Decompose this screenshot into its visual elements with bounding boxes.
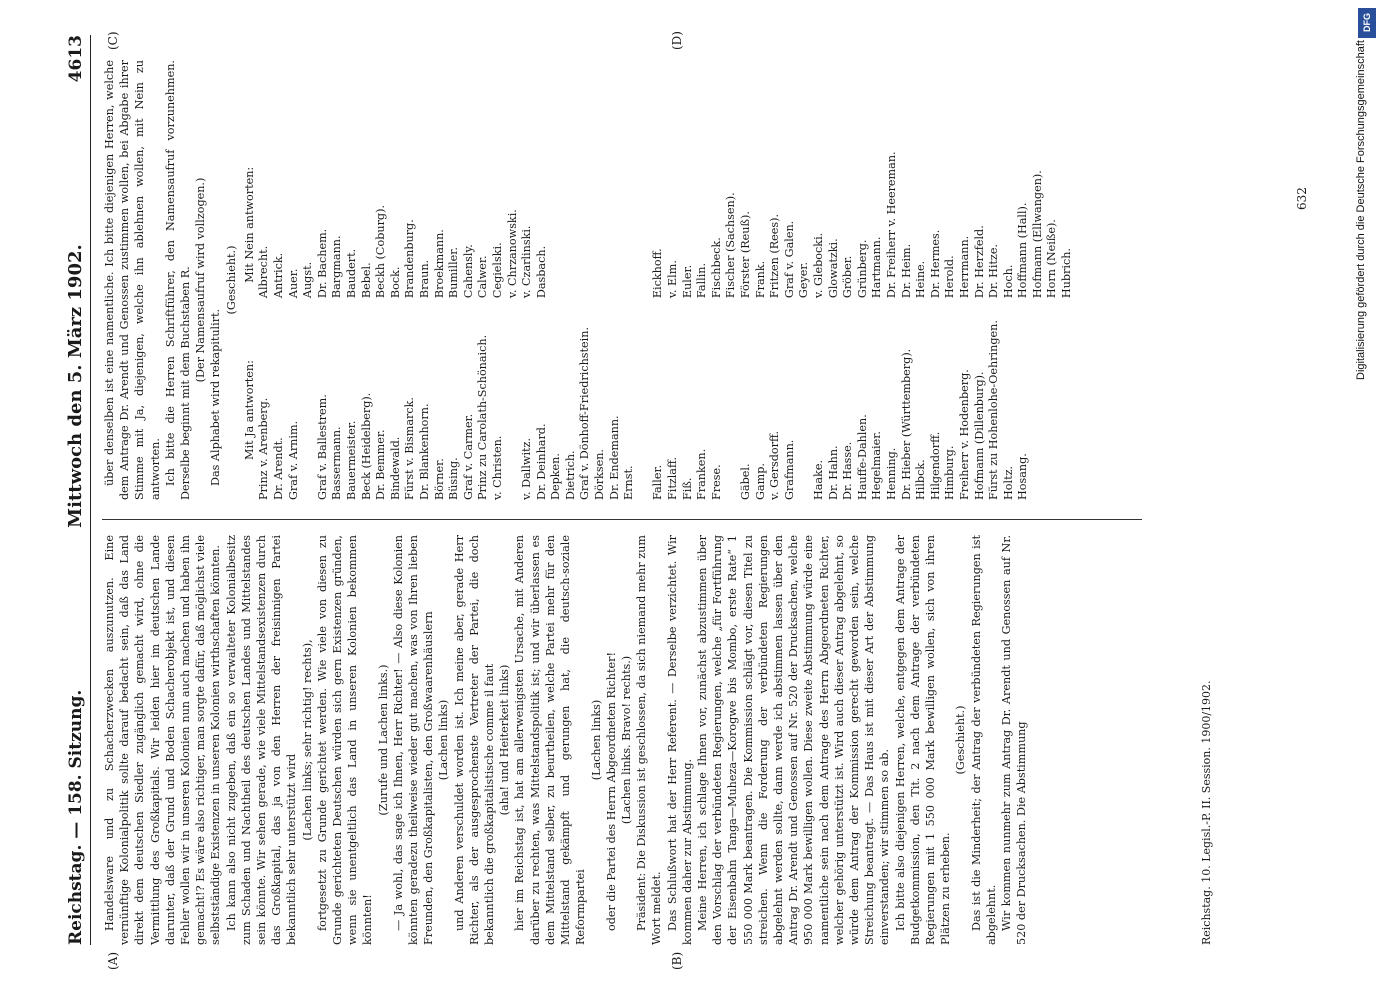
interjection: (Geschieht.) [954, 705, 968, 775]
voter-name: Beckh (Coburg). [374, 205, 388, 299]
voter-name: v. Dallwitz. [520, 438, 534, 500]
voter-name: v. Chrzanowski. [505, 209, 519, 299]
voter-name: Holtz. [1001, 465, 1015, 500]
margin-marker-b: (B) [670, 951, 684, 970]
voter-name: Bebel. [359, 262, 373, 299]
voter-name: Hegelmaier. [870, 431, 884, 500]
ja-heading: Mit Ja antworten: [242, 360, 256, 461]
paragraph: fortgesetzt zu Grunde gerichtet werden. Wie viele von diesen zu Grunde gerichteten Deutschen würden sich gern Existenzen gründen, wenn sie unentgeltlich das Land in unseren Kolonien bekommen könnten! [315, 535, 375, 945]
voter-name: Hofmann (Dillenburg). [972, 371, 986, 500]
voter-name: Gäbel. [739, 463, 753, 500]
voter-name: Bauermeister. [344, 420, 358, 500]
voter-name: Dr. Bachem. [315, 228, 329, 299]
margin-marker-a: (A) [106, 951, 120, 970]
paragraph: Das ist die Minderheit; der Antrag der verbündeten Regierungen ist abgelehnt. [969, 535, 998, 945]
voter-name: Auer. [286, 268, 300, 299]
voter-name: Fiß. [680, 477, 694, 500]
voter-name: Cahensly. [461, 244, 475, 299]
voter-name: Dr. Hitze. [987, 244, 1001, 299]
voter-name: v. Glebocki. [811, 232, 825, 299]
voter-name [622, 151, 637, 298]
voter-name: Graf v. Galen. [782, 220, 796, 299]
paragraph: Das Schlußwort hat der Herr Referent. — Derselbe verzichtet. Wir kommen daher zur Abstimmung. [665, 535, 694, 945]
voter-name: Horn (Neiße). [1045, 219, 1059, 299]
voter-name: Haake. [811, 459, 825, 500]
voter-name: Hubrich. [1060, 248, 1074, 299]
voter-name: Prinz zu Carolath-Schönaich. [476, 334, 490, 500]
paragraph: — Ja wohl, das sage ich Ihnen, Herr Richter! — Also diese Kolonien könnten geradezu theilweise wieder gut machen, was von Ihren lieben Freunden, den Großkapitalisten, den Großwaarenhäuslern [391, 535, 436, 945]
paragraph: Präsident: Die Diskussion ist geschlossen, da sich niemand mehr zum Wort meldet. [635, 535, 664, 945]
paragraph: Meine Herren, ich schlage Ihnen vor, zunächst abzustimmen über den Vorschlag der verbündeten Regierungen, welche „für Fortführung der Eisenbahn Tanga—Muheza—Korogwe bis Mombo, erste Rate“ 1 550 000 Mark beantragen. Die Kommission schlägt vor, diesen Titel zu streichen. Wenn die Forderung der verbündeten Regierungen abgelehnt werden sollte, dann werde ich abstimmen lassen über den Antrag Dr. Arendt und Genossen auf Nr. 520 der Drucksachen, welche 950 000 Mark bewilligen wollen. Diese zweite Abstimmung würde eine namentliche sein nach dem Antrage des Herrn Abgeordneten Richter, welcher gehörig unterstützt ist. Wird auch dieser Antrag abgelehnt, so würde dem Antrag der Kommission gerecht geworden sein, welche Streichung beantragt. — Das Haus ist mit dieser Art der Abstimmung einverstanden; wir stimmen so ab. [695, 535, 892, 945]
voter-name: Hoch. [1001, 264, 1015, 299]
page-number: 4613 [66, 35, 86, 83]
voter-name: Dörksen. [593, 449, 607, 500]
footer: Reichstag. 10. Legisl.-P. II. Session. 1900/1902. [1200, 680, 1213, 945]
voter-name: Euler. [680, 264, 694, 299]
nein-list [243, 151, 1075, 298]
margin-marker-d: (D) [670, 31, 684, 50]
voter-name: Graf v. Ballestrem. [315, 394, 329, 500]
voter-name: Albrecht. [257, 245, 271, 299]
left-column [102, 535, 1029, 945]
voter-name: Himburg. [943, 445, 957, 500]
voter-name: Grünberg. [855, 239, 869, 299]
voter-name: Dr. Hermes. [928, 229, 942, 299]
voter-name: Dr. Arendt. [272, 437, 286, 500]
paragraph: Wir kommen nunmehr zum Antrag Dr. Arendt und Genossen auf Nr. 520 der Drucksachen. Die Abstimmung [999, 535, 1029, 945]
voter-name [506, 320, 521, 500]
voter-name: Hofmann (Ellwangen). [1030, 170, 1044, 299]
column-divider [102, 519, 1142, 520]
right-column [102, 60, 1075, 500]
voter-name [593, 151, 608, 298]
voter-name: Graf v. Arnim. [286, 420, 300, 500]
voter-name: Hilgendorff. [928, 431, 942, 500]
voter-name [724, 320, 739, 500]
paragraph: oder die Partei des Herrn Abgeordneten Richter! [604, 652, 618, 931]
voter-name: Prinz v. Arenberg. [257, 397, 271, 500]
voter-name [797, 320, 812, 500]
voter-name: Bargmann. [330, 235, 344, 299]
voter-name: Grafmann. [782, 439, 796, 500]
voter-name: Glowatzki. [826, 238, 840, 299]
voter-name: Dasbach. [534, 245, 548, 299]
voter-name: v. Christen. [490, 435, 504, 500]
interjection: (Lachen links) [589, 699, 603, 781]
voter-name: Herrmann. [957, 235, 971, 299]
interjection: (Zurufe und Lachen links.) [376, 664, 390, 816]
voter-name [578, 151, 593, 298]
paragraph: Ich kann also nicht zugeben, daß ein so verwalteter Kolonialbesitz zum Schaden und Nachtheil des deutschen Landes und Mittelstandes sein könnte. Wir sehen gerade, wie viele Mittelstandsexistenzen durch das Großkapital, das ja von den Herren der freisinnigen Partei bekanntlich sehr unterstützt wird [224, 535, 299, 945]
voter-name: Herold. [943, 255, 957, 299]
voter-name: Fischer (Sachsen). [724, 192, 738, 299]
voter-name: Augst. [301, 261, 315, 299]
rotated-page-scan [10, 10, 1330, 1000]
voter-name: Ernst. [622, 465, 636, 500]
voter-name: Fürst zu Hohenlohe-Oehringen. [987, 320, 1001, 500]
voter-name: Frank. [753, 260, 767, 299]
page-header [56, 35, 86, 945]
voter-name: Geyer. [797, 261, 811, 299]
paragraph: über denselben ist eine namentliche. Ich bitte diejenigen Herren, welche dem Antrage Dr. Arendt und Genossen zustimmen wollen, bei Abgabe ihrer Stimme mit Ja, diejenigen, welche ihn ablehnen wollen, mit Nein zu antworten. [103, 60, 162, 500]
voter-name: Hosang. [1016, 453, 1030, 500]
voter-name [564, 151, 579, 298]
voter-name [301, 320, 316, 500]
voter-name: Bindewald. [388, 436, 402, 500]
voter-name: Franken. [695, 448, 709, 500]
voter-name: Büsing. [447, 457, 461, 500]
interjection: (Der Namensaufruf wird vollzogen.) [194, 177, 208, 383]
voter-name: Gamp. [753, 463, 767, 500]
voter-name: Hauffe-Dahlen. [855, 414, 869, 500]
voter-name: Dr. Deinhard. [534, 423, 548, 500]
voter-name: Heine. [914, 260, 928, 299]
voter-name: Dr. Hahn. [826, 445, 840, 500]
interjection: (Lachen links. Bravo! rechts.) [619, 655, 633, 825]
voter-name: Bassermann. [330, 426, 344, 500]
paragraph: Handelsware und zu Schacherzwecken auszunutzen. Eine vernünftige Kolonialpolitik sollte darauf bedacht sein, daß das Land direkt dem deutschen Siedler zugänglich gemacht wird, ohne die Vermittlung des Großkapitals. Wir leiden hier im deutschen Lande darunter, daß der Grund und Boden Schacherobjekt ist, und diesen Fehler wollen wir in unseren Kolonien nun auch machen und haben ihn gemacht!? Es wäre also richtiger, man sorgte dafür, daß möglichst viele selbstständige Existenzen in unseren Kolonien wirthschaften könnten. [103, 535, 223, 945]
voter-name: Dr. Bemmer. [374, 429, 388, 500]
voter-name: Graf v. Dönhoff-Friedrichstein. [578, 326, 592, 500]
voter-name: Hilbck. [914, 459, 928, 500]
voter-name: Dr. Hieber (Württemberg). [899, 348, 913, 500]
voter-name: v. Elm. [666, 260, 680, 299]
voter-name: Baudert. [344, 248, 358, 299]
voter-name: v. Czarlinski. [520, 225, 534, 299]
voter-name: Frese. [709, 464, 723, 500]
voter-name: Antrick. [272, 252, 286, 299]
voter-name: Depken. [549, 453, 563, 500]
voter-name [549, 151, 564, 298]
voter-name: Dr. Heim. [899, 243, 913, 299]
voter-name: Broekmann. [432, 229, 446, 299]
header-rule [90, 35, 91, 945]
dfg-logo: DFG [1358, 8, 1376, 38]
voter-name: Faller. [651, 464, 665, 500]
paragraph: und Anderen verschuldet worden ist. Ich meine aber, gerade Herr Richter, als der ausgesprochenste Vertreter der Partei, die doch bekanntlich die großkapitalistische comme il faut [452, 535, 497, 945]
voter-name: Braun. [417, 259, 431, 299]
voter-name: Eickhoff. [651, 248, 665, 299]
voter-name: Dietrich. [563, 450, 577, 500]
paragraph: hier im Reichstag ist, hat am allerwenigsten Ursache, mit Anderen darüber zu rechten, was Mittelstandspolitik ist; und wir überlassen es dem Mittelstand selber, zu beurtheilen, welche Partei mehr für den Mittelstand gekämpft und gerungen hat, die deutsch-soziale Reformpartei [513, 535, 588, 945]
voter-name: Bumiller. [447, 247, 461, 299]
voter-name: Dr. Endemann. [607, 415, 621, 500]
voter-name: Gröber. [841, 255, 855, 299]
voter-name: Fischbeck. [709, 237, 723, 299]
voter-name [637, 151, 652, 298]
paragraph: Ich bitte die Herren Schriftführer, den Namensaufruf vorzunehmen. Derselbe beginnt mit dem Buchstaben R. [163, 60, 193, 500]
voter-name [608, 151, 623, 298]
voter-name: Fürst v. Bismarck. [403, 397, 417, 500]
funding-note: Digitalisierung gefördert durch die Deutsche Forschungsgemeinschaft [1355, 40, 1367, 380]
header-left: Reichstag. — 158. Sitzung. [66, 689, 86, 945]
paragraph: Das Alphabet wird rekapitulirt. [209, 308, 223, 486]
interjection: (Lachen links) [437, 699, 451, 781]
voter-name: Graf v. Carmer. [461, 413, 475, 500]
ja-list [243, 320, 1075, 500]
voter-name: Freiherr v. Hodenberg. [957, 369, 971, 500]
interjection: (Lachen links; sehr richtig! rechts), [300, 639, 314, 841]
margin-marker-c: (C) [106, 31, 120, 50]
voter-name: Dr. Blankenhorn. [417, 403, 431, 500]
voter-name: Dr. Freiherr v. Heereman. [884, 151, 898, 299]
voter-name: Dr. Herzfeld. [972, 225, 986, 299]
voter-name: Henning. [884, 447, 898, 500]
voter-name: v. Gersdorff. [768, 430, 782, 500]
voter-name: Fitzlaff. [666, 456, 680, 500]
voter-name: Dr. Hasse. [841, 441, 855, 500]
interjection: (aha! und Heiterkeit links) [498, 664, 512, 816]
voter-name: Hartmann. [870, 236, 884, 299]
voter-name: Fritzen (Rees). [768, 213, 782, 299]
voter-name: Bock. [388, 266, 402, 299]
bottom-page-number: 632 [1295, 187, 1309, 210]
voter-name [637, 320, 652, 500]
voter-name: Hoffmann (Hall). [1016, 202, 1030, 299]
voter-name: Brandenburg. [403, 219, 417, 299]
voter-name: Fallin. [695, 262, 709, 299]
vote-lists [243, 60, 1075, 500]
voter-name: Förster (Reuß). [739, 211, 753, 299]
header-date: Mittwoch den 5. März 1902. [65, 244, 86, 528]
nein-heading: Mit Nein antworten: [242, 166, 256, 283]
voter-name: Cegielski. [490, 242, 504, 299]
voter-name: Calwer. [476, 255, 490, 299]
voter-name: Börner. [432, 458, 446, 500]
voter-name: Beck (Heidelberg). [359, 392, 373, 500]
interjection: (Geschieht.) [224, 245, 238, 315]
paragraph: Ich bitte also diejenigen Herren, welche, entgegen dem Antrage der Budgetkommission, den Tit. 2 nach dem Antrage der verbündeten Regierungen mit 1 550 000 Mark bewilligen wollen, sich von ihren Plätzen zu erheben. [893, 535, 953, 945]
